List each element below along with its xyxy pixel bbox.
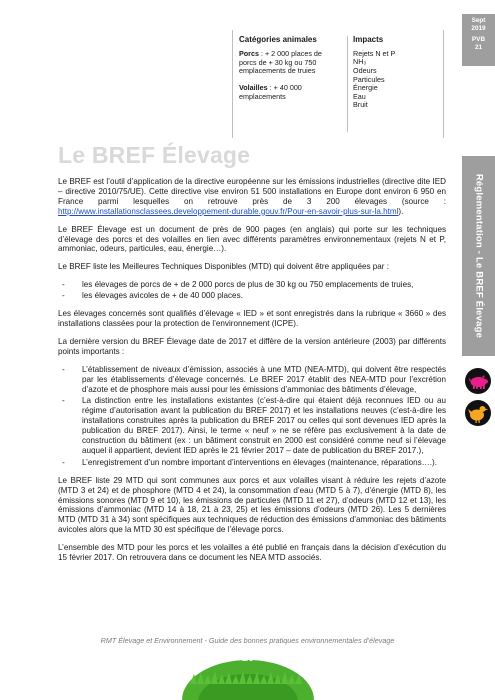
list-item: - les élevages avicoles de + de 40 000 places.: [58, 291, 446, 301]
impact-item: Rejets N et P: [353, 48, 396, 58]
main-content: [58, 177, 446, 571]
paragraph-mtd-list: Le BREF liste 29 MTD qui sont communes aux porcs et aux volailles visant à réduire les rejets d’azote (MTD 3 et 24) et de phosphore (MTD 4 et 24), la consommation d’eau (MTD 5 à 7), d’énergie (MTD 8), les émissions sonores (MTD 9 et 10), les émissions de particules (MTD 11 et 27), d’odeurs (MTD 12 et 13), les émissions d’ammoniac (MTD 14 à 18, 21 à 23, 25) et les émissions d’odeurs (MTD 26). Les 5 dernières MTD (MTD 31 à 34) sont spécifiques aux techniques de réduction des émissions d’ammoniac des bâtiments avicoles alors que la MTD 30 est spécifique de l’élevage porcs.: [58, 475, 446, 535]
date-month: Sept: [471, 17, 486, 24]
impacts-title: Impacts: [353, 35, 384, 44]
list-item: - L’établissement de niveaux d’émission, associés à une MTD (NEA-MTD), qui doivent être respectés par les établissements d’élevage concernés. Le BREF 2017 établit des NEA-MTD pour l’excrétion d’azote et de phosphore mais aussi pour les émissions d’ammoniac des bâtiments d’élevage,: [58, 365, 446, 395]
impact-item: Particules: [353, 74, 385, 84]
categories-column: [239, 36, 339, 110]
impact-item: Énergie: [353, 83, 378, 93]
paragraph-mtd-intro: Le BREF liste les Meilleures Techniques Disponibles (MTD) qui doivent être appliquées par :: [58, 262, 389, 272]
impacts-list: [353, 50, 443, 110]
series-code: PVB: [471, 36, 486, 44]
pig-icon: [465, 368, 491, 394]
source-link[interactable]: http://www.installationsclassees.developpement-durable.gouv.fr/Pour-en-savoir-plus-sur-la.html: [58, 206, 399, 216]
impact-item: NH₃: [353, 57, 367, 67]
impact-item: Bruit: [353, 100, 368, 110]
section-label: Réglementation - Le BREF Élevage: [473, 173, 484, 339]
volailles-text: : + 40 000 emplacements: [239, 83, 302, 101]
list-item: - les élevages de porcs de + de 2 000 porcs de plus de 30 kg ou 750 emplacements de truies,: [58, 280, 446, 290]
list-item: - L’enregistrement d’un nombre important d’interventions en élevages (maintenance, réparations….).: [58, 458, 446, 468]
impact-item: Eau: [353, 91, 366, 101]
paragraph-version: La dernière version du BREF Élevage date de 2017 et diffère de la version antérieure (2003) par différents points importants :: [58, 336, 446, 356]
list-item: - La distinction entre les installations existantes (c’est-à-dire qui étaient déjà reconnues IED ou au régime d’autorisation avant la publication du BREF 2017) et les installations neuves (c’est-à-dire les installations construites après la publication du BREF 2017 ou celles qui sont devenues IED après la publication du BREF 2017). Ainsi, le terme « neuf » ne se réfère pas exclusivement à la date de construction du bâtiment (ex : un bâtiment construit en 2000 est considéré comme neuf si l’élevage auquel il appartient, devient IED après le 21 février 2017 – date de publication du BREF 2017.),: [58, 396, 446, 455]
hen-icon: [465, 400, 491, 426]
footer-text: RMT Élevage et Environnement - Guide des bonnes pratiques environnementales d’élevage: [100, 636, 395, 645]
intro-end: ).: [398, 206, 404, 216]
volailles-label: Volailles: [239, 83, 268, 93]
impact-item: Odeurs: [353, 65, 377, 75]
volailles-entry: [239, 84, 339, 102]
categories-title: Catégories animales: [239, 35, 317, 44]
paragraph-document: Le BREF Élevage est un document de près de 900 pages (en anglais) qui porte sur les techniques d’élevage des porcs et des volailles en lien avec différents paramètres environnementaux (rejets N et P, ammoniac, odeurs, particules, eau, énergie…).: [58, 224, 446, 254]
date-year: 2019: [471, 24, 486, 32]
paragraph-publication: L’ensemble des MTD pour les porcs et les volailles a été publié en français dans la décision d’exécution du 15 février 2017. On retrouvera dans ce document les NEA MTD associés.: [58, 543, 446, 563]
series-number: 21: [474, 43, 483, 51]
paragraph-ied: Les élevages concernés sont qualifiés d’élevage « IED » et sont enregistrés dans la rubrique « 3660 » des installations classées pour la protection de l’environnement (ICPE).: [58, 309, 446, 328]
paragraph-intro: [58, 177, 446, 217]
intro-text: Le BREF est l’outil d’application de la directive européenne sur les émissions industrielles (directive dite IED – directive 2010/75/UE). Cette directive vise environ 51 500 installations en Europe dont environ 6 950 en France parmi lesquelles on retrouve près de 3 200 élevages (source :: [58, 177, 446, 206]
porcs-entry: [239, 50, 339, 76]
section-sidebar: [462, 156, 495, 356]
porcs-label: Porcs: [239, 48, 259, 58]
porcs-text: : + 2 000 places de porcs de + 30 kg ou 750 emplacements de truies: [239, 48, 322, 76]
info-box: [232, 30, 444, 138]
grass-icon: [180, 644, 316, 700]
page-number: 1/6: [241, 654, 254, 663]
eligibility-list: [58, 280, 446, 301]
page-title: Le BREF Élevage: [58, 142, 251, 168]
impacts-column: [347, 36, 443, 132]
changes-list: [58, 365, 446, 468]
date-tag: [462, 14, 495, 66]
